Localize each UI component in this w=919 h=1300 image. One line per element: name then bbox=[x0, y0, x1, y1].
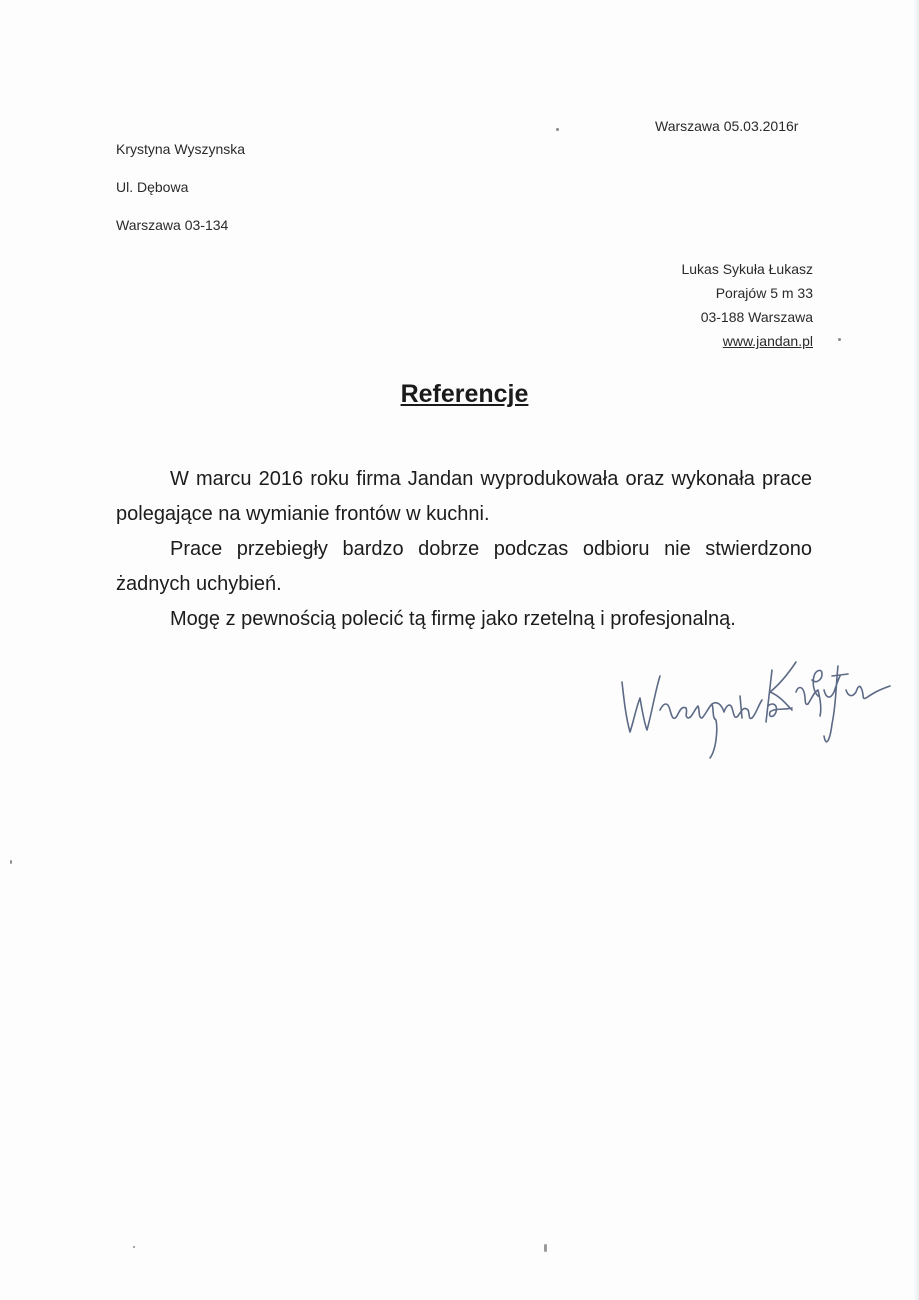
body-paragraph-2: Prace przebiegły bardzo dobrze podczas odbioru nie stwierdzono żadnych uchybień. bbox=[116, 538, 812, 595]
sender-street: Ul. Dębowa bbox=[116, 179, 189, 195]
recipient-name: Lukas Sykuła Łukasz bbox=[681, 261, 813, 277]
recipient-address-block bbox=[681, 260, 813, 356]
sender-address-block bbox=[116, 140, 245, 254]
scan-speck bbox=[10, 860, 12, 864]
letter-date: Warszawa 05.03.2016r bbox=[655, 118, 799, 134]
scan-speck bbox=[556, 128, 559, 131]
scan-speck bbox=[838, 338, 841, 341]
scan-edge-shadow bbox=[913, 0, 919, 1300]
letter-title: Referencje bbox=[400, 380, 529, 408]
letter-body bbox=[116, 462, 812, 637]
scan-speck bbox=[133, 1246, 135, 1248]
sender-name: Krystyna Wyszynska bbox=[116, 141, 246, 157]
sender-city: Warszawa 03-134 bbox=[116, 217, 229, 233]
recipient-street: Porajów 5 m 33 bbox=[715, 285, 813, 301]
scan-speck bbox=[544, 1244, 547, 1252]
handwritten-signature bbox=[600, 640, 900, 770]
body-paragraph-3: Mogę z pewnością polecić tą firmę jako rzetelną i profesjonalną. bbox=[170, 608, 736, 630]
body-paragraph-1: W marcu 2016 roku firma Jandan wyprodukowała oraz wykonała prace polegające na wymianie frontów w kuchni. bbox=[116, 468, 812, 525]
recipient-city: 03-188 Warszawa bbox=[700, 309, 813, 325]
recipient-website: www.jandan.pl bbox=[722, 333, 813, 349]
